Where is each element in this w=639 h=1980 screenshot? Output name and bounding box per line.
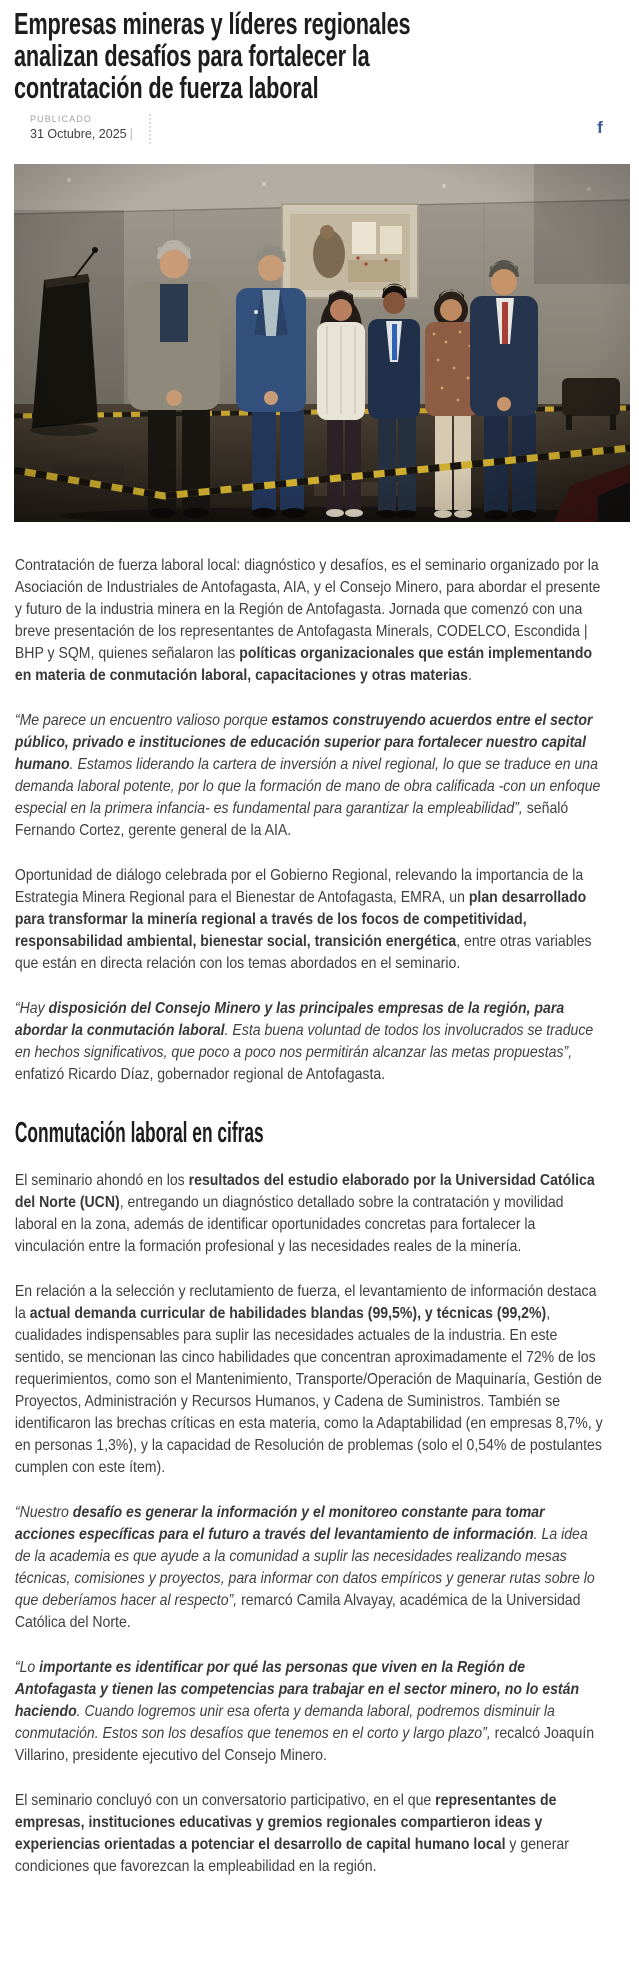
paragraph: Contratación de fuerza laboral local: diagnóstico y desafíos, es el seminario organizado por la Asociación de Industriales de Antofagasta, AIA, y el Consejo Minero, para abordar el presente y futuro de la industria minera en la Región de Antofagasta. Jornada que comenzó con una breve presentación de los representantes de Antofagasta Minerals, CODELCO, Escondida | BHP y SQM, quienes señalaron las políticas organizacionales que están implementando en materia de conmutación laboral, capacitaciones y otras materias. bbox=[14, 557, 601, 684]
published-date-value: 31 Octubre, 2025 bbox=[30, 127, 127, 141]
seminar-photo bbox=[14, 164, 630, 522]
paragraph: “Lo importante es identificar por qué las personas que viven en la Región de Antofagasta y tienen las competencias para trabajar en el sector minero, no lo están haciendo. Cuando logremos unir esa oferta y demanda laboral, podremos disminuir la conmutación. Estos son los desafíos que tenemos en el corto y largo plazo”, recalcó Joaquín Villarino, presidente ejecutivo del Consejo Minero. bbox=[14, 1659, 595, 1764]
paragraph: En relación a la selección y reclutamiento de fuerza, el levantamiento de información destaca la actual demanda curricular de habilidades blandas (99,5%), y técnicas (99,2%), cualidades indispensables para suplir las necesidades actuales de la industria. En este sentido, se mencionan las cinco habilidades que concentran aproximadamente el 72% de los requerimientos, como son el Mantenimiento, Transporte/Operación de Maquinaría, Gestión de Proyectos, Administración y Recursos Humanos, y Cadena de Suministros. También se identificaron las brechas críticas en esta materia, como la Adaptabilidad (en empresas 8,7%, y en personas 1,3%), y la capacidad de Resolución de problemas (solo el 0,54% de postulantes cumplen con este ítem). bbox=[14, 1283, 603, 1476]
published-date bbox=[30, 127, 133, 141]
published-label: PUBLICADO bbox=[30, 114, 92, 124]
page-title: Empresas mineras y líderes regionales analizan desafíos para fortalecer la contratación de fuerza laboral bbox=[14, 6, 411, 105]
section-heading: Conmutación laboral en cifras bbox=[14, 1117, 264, 1149]
seminar-photo-illustration bbox=[14, 164, 630, 522]
facebook-icon: f bbox=[597, 118, 603, 137]
paragraph: “Me parece un encuentro valioso porque estamos construyendo acuerdos entre el sector público, privado e instituciones de educación superior para fortalecer nuestro capital humano. Estamos liderando la cartera de inversión a nivel regional, lo que se traduce en una demanda laboral potente, por lo que la formación de mano de obra calificada -con un enfoque especial en la primera infancia- es fundamental para garantizar la empleabilidad”, señaló Fernando Cortez, gerente general de la AIA. bbox=[14, 712, 601, 839]
paragraph: “Hay disposición del Consejo Minero y las principales empresas de la región, para abordar la conmutación laboral. Esta buena voluntad de todos los involucrados se traduce en hechos significativos, que poco a poco nos permitirán alcanzar las metas propuestas”, enfatizó Ricardo Díaz, gobernador regional de Antofagasta. bbox=[14, 1000, 594, 1083]
paragraph: El seminario ahondó en los resultados del estudio elaborado por la Universidad Católica del Norte (UCN), entregando un diagnóstico detallado sobre la contratación y movilidad laboral en la zona, además de identificar oportunidades concretas para fortalecer la vinculación entre la formación profesional y las necesidades reales de la minería. bbox=[14, 1172, 595, 1255]
facebook-share-button[interactable] bbox=[591, 118, 609, 138]
paragraph: “Nuestro desafío es generar la información y el monitoreo constante para tomar acciones específicas para el futuro a través del levantamiento de información. La idea de la academia es que ayude a la comunidad a suplir las necesidades realizando mesas técnicas, comisiones y proyectos, para informar con datos empíricos y generar rutas sobre lo que deberíamos hacer al respecto”, remarcó Camila Alvayay, académica de la Universidad Católica del Norte. bbox=[14, 1504, 595, 1631]
paragraph: Oportunidad de diálogo celebrada por el Gobierno Regional, relevando la importancia de la Estrategia Minera Regional para el Bienestar de Antofagasta, EMRA, un plan desarrollado para transformar la minería regional a través de los focos de competitividad, responsabilidad ambiental, bienestar social, transición energética, entre otras variables que están en directa relación con los temas abordados en el seminario. bbox=[14, 867, 592, 972]
paragraph: El seminario concluyó con un conversatorio participativo, en el que representantes de empresas, instituciones educativas y gremios regionales compartieron ideas y experiencias orientadas a potenciar el desarrollo de capital humano local y generar condiciones que favorezcan la empleabilidad en la región. bbox=[14, 1792, 569, 1875]
published-block bbox=[30, 114, 151, 144]
article-meta bbox=[14, 114, 639, 146]
date-separator: | bbox=[129, 127, 133, 141]
article-body bbox=[14, 555, 604, 1878]
